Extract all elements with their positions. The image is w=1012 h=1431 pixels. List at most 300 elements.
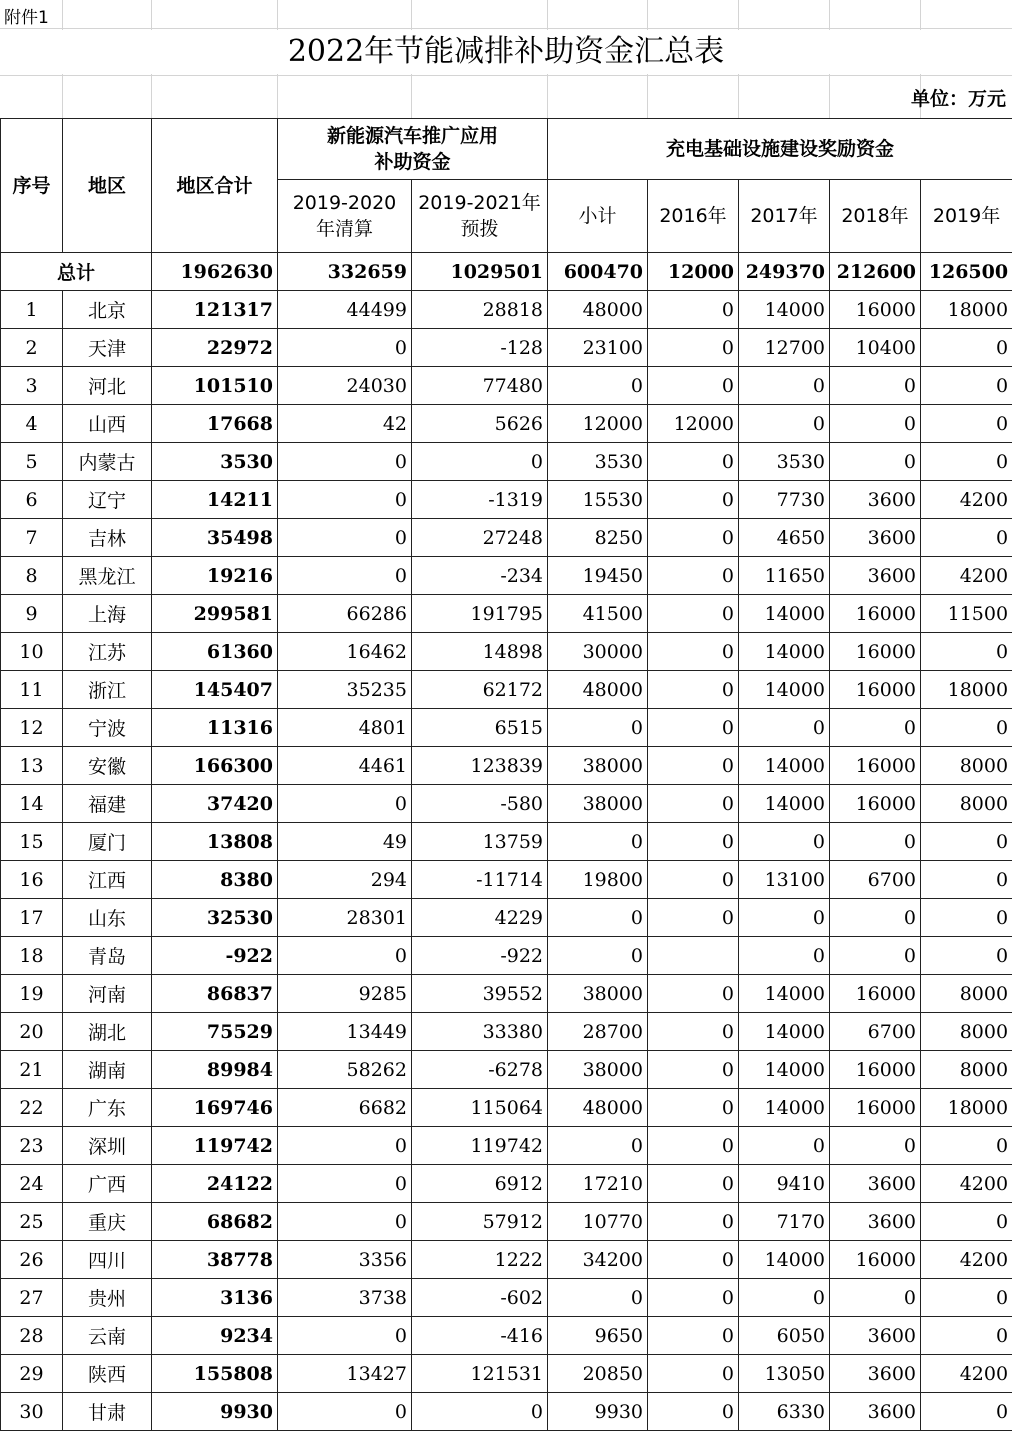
cell-2018: 6700: [830, 861, 921, 899]
cell-region-total: 145407: [152, 671, 278, 709]
cell-2017: 0: [739, 367, 830, 405]
cell-index: 5: [1, 443, 63, 481]
cell-nev-advance: 5626: [412, 405, 548, 443]
cell-2016: 0: [648, 1051, 739, 1089]
table-row: [1, 975, 1012, 1013]
cell-nev-advance: -922: [412, 937, 548, 975]
table-row: [1, 709, 1012, 747]
cell-nev-advance: 119742: [412, 1127, 548, 1165]
cell-nev-advance: 14898: [412, 633, 548, 671]
cell-nev-advance: 0: [412, 443, 548, 481]
cell-2018: 3600: [830, 1355, 921, 1393]
cell-nev-settlement: 0: [278, 785, 412, 823]
cell-2017: 9410: [739, 1165, 830, 1203]
cell-2016: 0: [648, 367, 739, 405]
cell-index: 16: [1, 861, 63, 899]
cell-nev-settlement: 3356: [278, 1241, 412, 1279]
page-title: 2022年节能减排补助资金汇总表: [0, 30, 1012, 74]
cell-2016: 0: [648, 443, 739, 481]
cell-subtotal: 38000: [548, 975, 648, 1013]
cell-subtotal: 0: [548, 823, 648, 861]
cell-region-total: 68682: [152, 1203, 278, 1241]
cell-nev-settlement: 0: [278, 1317, 412, 1355]
cell-index: 3: [1, 367, 63, 405]
cell-2017: 14000: [739, 671, 830, 709]
cell-subtotal: 19800: [548, 861, 648, 899]
cell-2018: 16000: [830, 1241, 921, 1279]
table-row: [1, 747, 1012, 785]
cell-2017: 14000: [739, 1051, 830, 1089]
cell-2016: 0: [648, 557, 739, 595]
cell-region: 浙江: [63, 671, 152, 709]
cell-nev-advance: 1222: [412, 1241, 548, 1279]
cell-index: 22: [1, 1089, 63, 1127]
cell-2019: 0: [921, 709, 1012, 747]
table-row: [1, 1203, 1012, 1241]
cell-region-total: 3530: [152, 443, 278, 481]
cell-2016: 0: [648, 899, 739, 937]
cell-region-total: 9234: [152, 1317, 278, 1355]
cell-2018: 0: [830, 1279, 921, 1317]
cell-2018: 0: [830, 899, 921, 937]
cell-2018: 0: [830, 1127, 921, 1165]
cell-subtotal: 38000: [548, 747, 648, 785]
cell-region: 广西: [63, 1165, 152, 1203]
cell-index: 27: [1, 1279, 63, 1317]
cell-region-total: 3136: [152, 1279, 278, 1317]
cell-index: 6: [1, 481, 63, 519]
table-row: [1, 595, 1012, 633]
cell-nev-settlement: 28301: [278, 899, 412, 937]
cell-2017: 14000: [739, 785, 830, 823]
cell-2017: 13100: [739, 861, 830, 899]
cell-2019: 0: [921, 329, 1012, 367]
cell-2018: 16000: [830, 747, 921, 785]
cell-subtotal: 19450: [548, 557, 648, 595]
cell-2018: 3600: [830, 519, 921, 557]
table-row: [1, 937, 1012, 975]
cell-region: 山西: [63, 405, 152, 443]
cell-nev-settlement: 13427: [278, 1355, 412, 1393]
cell-2017: 14000: [739, 1013, 830, 1051]
table-row: [1, 367, 1012, 405]
cell-nev-advance: 121531: [412, 1355, 548, 1393]
cell-subtotal: 38000: [548, 1051, 648, 1089]
cell-region: 青岛: [63, 937, 152, 975]
cell-subtotal: 9930: [548, 1393, 648, 1431]
cell-2018: 3600: [830, 1203, 921, 1241]
table-row: [1, 1317, 1012, 1355]
cell-2018: 3600: [830, 481, 921, 519]
cell-2019: 4200: [921, 557, 1012, 595]
cell-2019: 0: [921, 1393, 1012, 1431]
cell-subtotal: 41500: [548, 595, 648, 633]
cell-region-total: 11316: [152, 709, 278, 747]
total-row: [1, 253, 1012, 291]
cell-index: 2: [1, 329, 63, 367]
cell-subtotal: 28700: [548, 1013, 648, 1051]
cell-index: 23: [1, 1127, 63, 1165]
cell-2016: 0: [648, 1241, 739, 1279]
header-nev-group: 新能源汽车推广应用补助资金: [278, 119, 548, 180]
cell-2017: 6050: [739, 1317, 830, 1355]
table-row: [1, 1393, 1012, 1431]
cell-index: 20: [1, 1013, 63, 1051]
cell-2017: 14000: [739, 975, 830, 1013]
cell-nev-settlement: 35235: [278, 671, 412, 709]
total-2016: 12000: [648, 253, 739, 291]
cell-nev-advance: -416: [412, 1317, 548, 1355]
table-row: [1, 519, 1012, 557]
cell-nev-advance: 6912: [412, 1165, 548, 1203]
cell-nev-settlement: 16462: [278, 633, 412, 671]
cell-2017: 0: [739, 1279, 830, 1317]
cell-2018: 16000: [830, 595, 921, 633]
cell-2019: 0: [921, 1279, 1012, 1317]
cell-region-total: 38778: [152, 1241, 278, 1279]
cell-nev-advance: 77480: [412, 367, 548, 405]
cell-nev-settlement: 0: [278, 443, 412, 481]
cell-2019: 0: [921, 405, 1012, 443]
cell-2016: 0: [648, 1089, 739, 1127]
total-2017: 249370: [739, 253, 830, 291]
cell-2017: 7170: [739, 1203, 830, 1241]
cell-2017: 0: [739, 709, 830, 747]
cell-region-total: 19216: [152, 557, 278, 595]
cell-2016: 0: [648, 1165, 739, 1203]
table-row: [1, 1165, 1012, 1203]
cell-region-total: 37420: [152, 785, 278, 823]
cell-region: 重庆: [63, 1203, 152, 1241]
cell-index: 24: [1, 1165, 63, 1203]
cell-nev-advance: 62172: [412, 671, 548, 709]
header-2017: 2017年: [739, 180, 830, 253]
cell-region: 吉林: [63, 519, 152, 557]
cell-subtotal: 9650: [548, 1317, 648, 1355]
cell-2017: 14000: [739, 633, 830, 671]
cell-2019: 18000: [921, 291, 1012, 329]
cell-2017: 0: [739, 823, 830, 861]
cell-nev-advance: 28818: [412, 291, 548, 329]
cell-index: 28: [1, 1317, 63, 1355]
cell-index: 18: [1, 937, 63, 975]
header-2019: 2019年: [921, 180, 1012, 253]
cell-2019: 0: [921, 1317, 1012, 1355]
cell-region-total: -922: [152, 937, 278, 975]
cell-index: 15: [1, 823, 63, 861]
cell-2017: 0: [739, 899, 830, 937]
cell-nev-settlement: 0: [278, 329, 412, 367]
cell-nev-settlement: 0: [278, 1165, 412, 1203]
cell-nev-advance: 39552: [412, 975, 548, 1013]
cell-subtotal: 0: [548, 937, 648, 975]
cell-2019: 8000: [921, 785, 1012, 823]
table-row: [1, 1355, 1012, 1393]
cell-index: 8: [1, 557, 63, 595]
cell-2018: 16000: [830, 633, 921, 671]
cell-2017: 0: [739, 1127, 830, 1165]
cell-region-total: 166300: [152, 747, 278, 785]
cell-nev-advance: 191795: [412, 595, 548, 633]
cell-2018: 6700: [830, 1013, 921, 1051]
cell-2019: 0: [921, 823, 1012, 861]
cell-nev-settlement: 0: [278, 1393, 412, 1431]
cell-nev-advance: -11714: [412, 861, 548, 899]
cell-2016: 0: [648, 975, 739, 1013]
cell-2018: 0: [830, 367, 921, 405]
cell-nev-advance: 0: [412, 1393, 548, 1431]
table-row: [1, 671, 1012, 709]
cell-2016: 12000: [648, 405, 739, 443]
total-2018: 212600: [830, 253, 921, 291]
cell-nev-settlement: 3738: [278, 1279, 412, 1317]
cell-region-total: 61360: [152, 633, 278, 671]
cell-region-total: 101510: [152, 367, 278, 405]
cell-nev-settlement: 13449: [278, 1013, 412, 1051]
cell-nev-advance: -6278: [412, 1051, 548, 1089]
cell-nev-advance: 57912: [412, 1203, 548, 1241]
cell-2018: 0: [830, 937, 921, 975]
table-row: [1, 1127, 1012, 1165]
cell-nev-advance: -128: [412, 329, 548, 367]
table-row: [1, 861, 1012, 899]
cell-2016: 0: [648, 633, 739, 671]
cell-nev-advance: -234: [412, 557, 548, 595]
cell-2018: 16000: [830, 291, 921, 329]
cell-2017: 14000: [739, 1089, 830, 1127]
cell-region-total: 299581: [152, 595, 278, 633]
cell-region-total: 155808: [152, 1355, 278, 1393]
cell-2016: 0: [648, 291, 739, 329]
total-nev-settlement: 332659: [278, 253, 412, 291]
cell-2017: 14000: [739, 595, 830, 633]
cell-2016: 0: [648, 1355, 739, 1393]
cell-index: 21: [1, 1051, 63, 1089]
cell-2016: 0: [648, 709, 739, 747]
cell-region: 北京: [63, 291, 152, 329]
cell-region: 深圳: [63, 1127, 152, 1165]
cell-2016: 0: [648, 747, 739, 785]
cell-2017: 14000: [739, 747, 830, 785]
cell-region: 甘肃: [63, 1393, 152, 1431]
cell-region-total: 14211: [152, 481, 278, 519]
table-row: [1, 557, 1012, 595]
cell-2016: 0: [648, 1393, 739, 1431]
cell-region-total: 119742: [152, 1127, 278, 1165]
table-row: [1, 481, 1012, 519]
cell-2019: 11500: [921, 595, 1012, 633]
cell-subtotal: 0: [548, 367, 648, 405]
cell-2017: 4650: [739, 519, 830, 557]
cell-index: 11: [1, 671, 63, 709]
cell-2018: 3600: [830, 1317, 921, 1355]
cell-region: 上海: [63, 595, 152, 633]
cell-nev-advance: 4229: [412, 899, 548, 937]
cell-2016: 0: [648, 785, 739, 823]
header-2018: 2018年: [830, 180, 921, 253]
cell-region-total: 86837: [152, 975, 278, 1013]
cell-2017: 0: [739, 937, 830, 975]
cell-index: 14: [1, 785, 63, 823]
cell-2016: 0: [648, 1203, 739, 1241]
cell-region: 江苏: [63, 633, 152, 671]
cell-2016: 0: [648, 595, 739, 633]
cell-index: 12: [1, 709, 63, 747]
cell-2017: 13050: [739, 1355, 830, 1393]
cell-2019: 0: [921, 937, 1012, 975]
cell-subtotal: 34200: [548, 1241, 648, 1279]
cell-index: 13: [1, 747, 63, 785]
cell-subtotal: 23100: [548, 329, 648, 367]
cell-region: 云南: [63, 1317, 152, 1355]
cell-2018: 16000: [830, 1051, 921, 1089]
cell-region: 内蒙古: [63, 443, 152, 481]
cell-index: 9: [1, 595, 63, 633]
cell-2017: 6330: [739, 1393, 830, 1431]
cell-region: 山东: [63, 899, 152, 937]
cell-2016: [648, 937, 739, 975]
cell-2016: 0: [648, 481, 739, 519]
cell-nev-settlement: 0: [278, 557, 412, 595]
cell-region: 宁波: [63, 709, 152, 747]
table-row: [1, 291, 1012, 329]
cell-nev-settlement: 49: [278, 823, 412, 861]
cell-index: 29: [1, 1355, 63, 1393]
cell-subtotal: 0: [548, 1279, 648, 1317]
table-row: [1, 1089, 1012, 1127]
table-row: [1, 329, 1012, 367]
cell-2019: 8000: [921, 747, 1012, 785]
cell-2019: 0: [921, 1203, 1012, 1241]
table-row: [1, 1279, 1012, 1317]
cell-region: 河北: [63, 367, 152, 405]
cell-index: 26: [1, 1241, 63, 1279]
cell-region: 四川: [63, 1241, 152, 1279]
cell-index: 10: [1, 633, 63, 671]
table-row: [1, 443, 1012, 481]
cell-2018: 16000: [830, 785, 921, 823]
cell-2016: 0: [648, 519, 739, 557]
header-index: 序号: [1, 119, 63, 253]
cell-region: 湖南: [63, 1051, 152, 1089]
cell-2018: 0: [830, 405, 921, 443]
cell-2019: 0: [921, 519, 1012, 557]
header-nev-settlement: 2019-2020年清算: [278, 180, 412, 253]
cell-2019: 0: [921, 899, 1012, 937]
cell-2017: 0: [739, 405, 830, 443]
header-2016: 2016年: [648, 180, 739, 253]
cell-region: 河南: [63, 975, 152, 1013]
cell-nev-advance: -602: [412, 1279, 548, 1317]
cell-nev-settlement: 58262: [278, 1051, 412, 1089]
cell-2019: 18000: [921, 1089, 1012, 1127]
cell-2016: 0: [648, 823, 739, 861]
cell-2016: 0: [648, 1127, 739, 1165]
cell-2018: 3600: [830, 557, 921, 595]
cell-nev-settlement: 4461: [278, 747, 412, 785]
cell-subtotal: 3530: [548, 443, 648, 481]
cell-2018: 16000: [830, 975, 921, 1013]
cell-region-total: 22972: [152, 329, 278, 367]
cell-2016: 0: [648, 329, 739, 367]
cell-nev-settlement: 44499: [278, 291, 412, 329]
cell-2018: 10400: [830, 329, 921, 367]
cell-2017: 11650: [739, 557, 830, 595]
cell-2019: 4200: [921, 481, 1012, 519]
cell-2017: 7730: [739, 481, 830, 519]
total-subtotal: 600470: [548, 253, 648, 291]
cell-region: 广东: [63, 1089, 152, 1127]
cell-nev-advance: -580: [412, 785, 548, 823]
cell-2018: 0: [830, 709, 921, 747]
cell-index: 17: [1, 899, 63, 937]
cell-2019: 0: [921, 367, 1012, 405]
cell-nev-settlement: 66286: [278, 595, 412, 633]
cell-2019: 18000: [921, 671, 1012, 709]
table-row: [1, 405, 1012, 443]
total-nev-advance: 1029501: [412, 253, 548, 291]
cell-nev-advance: 33380: [412, 1013, 548, 1051]
header-subtotal: 小计: [548, 180, 648, 253]
cell-2016: 0: [648, 1013, 739, 1051]
header-charging-group: 充电基础设施建设奖励资金: [548, 119, 1012, 180]
cell-nev-advance: 27248: [412, 519, 548, 557]
cell-2019: 0: [921, 633, 1012, 671]
table-row: [1, 1241, 1012, 1279]
cell-subtotal: 48000: [548, 291, 648, 329]
cell-2019: 4200: [921, 1241, 1012, 1279]
cell-region: 陕西: [63, 1355, 152, 1393]
cell-2016: 0: [648, 1317, 739, 1355]
cell-region-total: 32530: [152, 899, 278, 937]
cell-region-total: 13808: [152, 823, 278, 861]
cell-nev-settlement: 0: [278, 1127, 412, 1165]
cell-2018: 0: [830, 443, 921, 481]
cell-nev-settlement: 0: [278, 937, 412, 975]
cell-subtotal: 38000: [548, 785, 648, 823]
cell-region-total: 121317: [152, 291, 278, 329]
cell-region: 江西: [63, 861, 152, 899]
cell-index: 7: [1, 519, 63, 557]
cell-2019: 8000: [921, 1051, 1012, 1089]
cell-subtotal: 15530: [548, 481, 648, 519]
cell-region: 安徽: [63, 747, 152, 785]
cell-region-total: 8380: [152, 861, 278, 899]
cell-2018: 16000: [830, 671, 921, 709]
cell-2016: 0: [648, 861, 739, 899]
cell-region-total: 35498: [152, 519, 278, 557]
cell-nev-settlement: 294: [278, 861, 412, 899]
cell-subtotal: 30000: [548, 633, 648, 671]
cell-nev-settlement: 24030: [278, 367, 412, 405]
cell-region: 湖北: [63, 1013, 152, 1051]
cell-2018: 3600: [830, 1393, 921, 1431]
subsidy-table: [0, 118, 1012, 1431]
table-row: [1, 785, 1012, 823]
cell-region-total: 89984: [152, 1051, 278, 1089]
cell-nev-settlement: 42: [278, 405, 412, 443]
cell-index: 1: [1, 291, 63, 329]
table-row: [1, 823, 1012, 861]
cell-subtotal: 0: [548, 709, 648, 747]
cell-nev-settlement: 6682: [278, 1089, 412, 1127]
cell-nev-advance: 13759: [412, 823, 548, 861]
cell-2016: 0: [648, 1279, 739, 1317]
cell-subtotal: 20850: [548, 1355, 648, 1393]
cell-2019: 0: [921, 443, 1012, 481]
gridline: [0, 28, 1012, 29]
cell-region: 贵州: [63, 1279, 152, 1317]
